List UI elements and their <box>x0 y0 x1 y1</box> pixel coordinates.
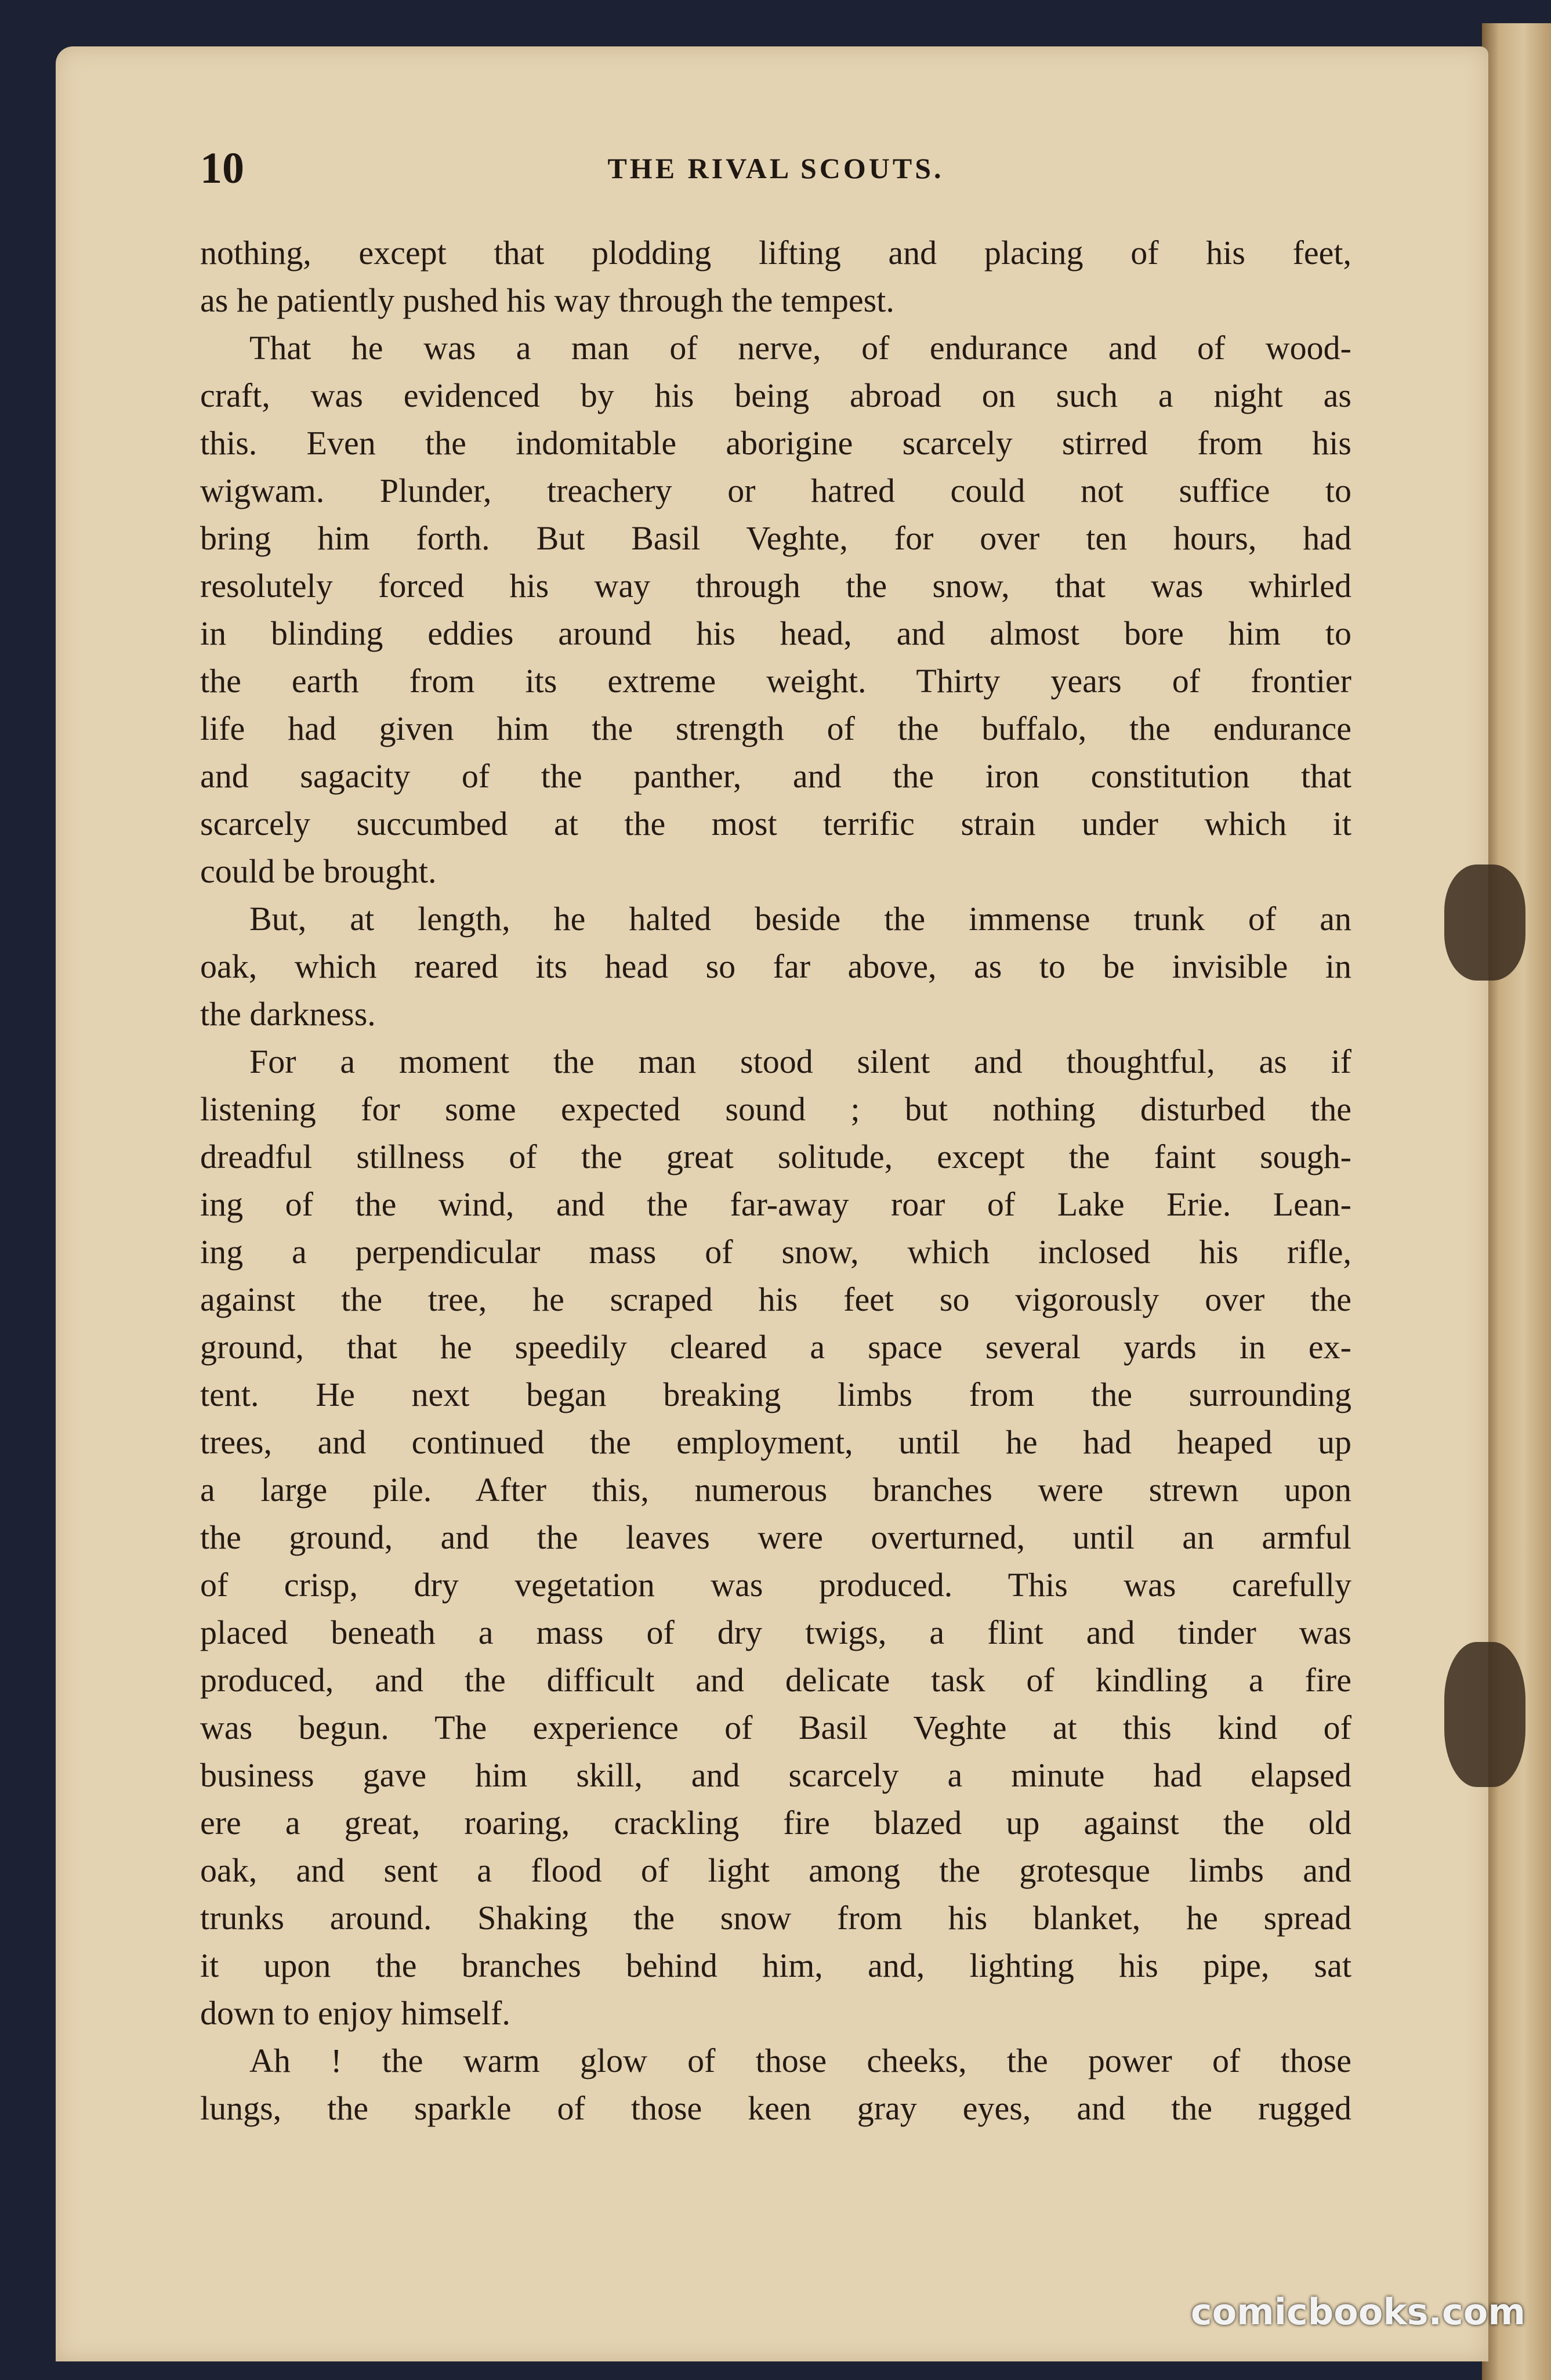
text-line: tent. He next began breaking limbs from the surrounding <box>200 1376 1351 1413</box>
text-line: and sagacity of the panther, and the iron constitution that <box>200 757 1351 795</box>
text-line: this. Even the indomitable aborigine scarcely stirred from his <box>200 424 1351 462</box>
page-header <box>200 139 1351 197</box>
binding-stain <box>1444 1642 1525 1787</box>
text-line: trees, and continued the employment, until he had heaped up <box>200 1423 1351 1461</box>
text-line: down to enjoy himself. <box>200 1994 510 2032</box>
text-line: ground, that he speedily cleared a space several yards in ex- <box>200 1328 1351 1366</box>
text-line: placed beneath a mass of dry twigs, a flint and tinder was <box>200 1614 1351 1651</box>
text-line: For a moment the man stood silent and thoughtful, as if <box>249 1043 1351 1080</box>
text-line: was begun. The experience of Basil Veghte at this kind of <box>200 1709 1351 1746</box>
watermark: comicbooks.com <box>1190 2291 1525 2333</box>
page-edge <box>1482 23 1551 2380</box>
text-line: as he patiently pushed his way through the tempest. <box>200 281 894 319</box>
text-line: dreadful stillness of the great solitude, except the faint sough- <box>200 1138 1351 1175</box>
text-line: the earth from its extreme weight. Thirty years of frontier <box>200 662 1351 700</box>
binding-stain <box>1444 865 1525 981</box>
text-line: ing of the wind, and the far-away roar of Lake Erie. Lean- <box>200 1185 1351 1223</box>
body-text <box>200 229 1351 2132</box>
text-line: against the tree, he scraped his feet so vigorously over the <box>200 1281 1351 1318</box>
text-line: business gave him skill, and scarcely a minute had elapsed <box>200 1756 1351 1794</box>
running-head: THE RIVAL SCOUTS. <box>607 152 944 185</box>
text-line: That he was a man of nerve, of endurance and of wood- <box>249 329 1351 367</box>
text-line: in blinding eddies around his head, and almost bore him to <box>200 614 1351 652</box>
text-line: the ground, and the leaves were overturned, until an armful <box>200 1518 1351 1556</box>
text-line: nothing, except that plodding lifting and placing of his feet, <box>200 234 1351 272</box>
text-line: life had given him the strength of the buffalo, the endurance <box>200 710 1351 747</box>
page-number: 10 <box>200 144 244 193</box>
text-line: the darkness. <box>200 995 376 1033</box>
text-line: resolutely forced his way through the snow, that was whirled <box>200 567 1351 605</box>
text-line: ing a perpendicular mass of snow, which inclosed his rifle, <box>200 1233 1351 1271</box>
text-line: produced, and the difficult and delicate task of kindling a fire <box>200 1661 1351 1699</box>
text-line: wigwam. Plunder, treachery or hatred could not suffice to <box>200 472 1351 509</box>
text-line: But, at length, he halted beside the immense trunk of an <box>249 900 1351 938</box>
text-line: it upon the branches behind him, and, lighting his pipe, sat <box>200 1947 1351 1984</box>
text-line: ere a great, roaring, crackling fire blazed up against the old <box>200 1804 1351 1842</box>
text-line: a large pile. After this, numerous branches were strewn upon <box>200 1471 1351 1509</box>
text-line: Ah ! the warm glow of those cheeks, the power of those <box>249 2042 1351 2079</box>
text-line: lungs, the sparkle of those keen gray eyes, and the rugged <box>200 2089 1351 2127</box>
text-line: scarcely succumbed at the most terrific strain under which it <box>200 805 1351 842</box>
text-line: oak, which reared its head so far above, as to be invisible in <box>200 947 1351 985</box>
text-line: of crisp, dry vegetation was produced. This was carefully <box>200 1566 1351 1604</box>
text-line: trunks around. Shaking the snow from his blanket, he spread <box>200 1899 1351 1937</box>
text-line: could be brought. <box>200 852 437 890</box>
text-line: oak, and sent a flood of light among the grotesque limbs and <box>200 1851 1351 1889</box>
text-line: listening for some expected sound ; but nothing disturbed the <box>200 1090 1351 1128</box>
text-line: craft, was evidenced by his being abroad on such a night as <box>200 377 1351 414</box>
text-line: bring him forth. But Basil Veghte, for over ten hours, had <box>200 519 1351 557</box>
